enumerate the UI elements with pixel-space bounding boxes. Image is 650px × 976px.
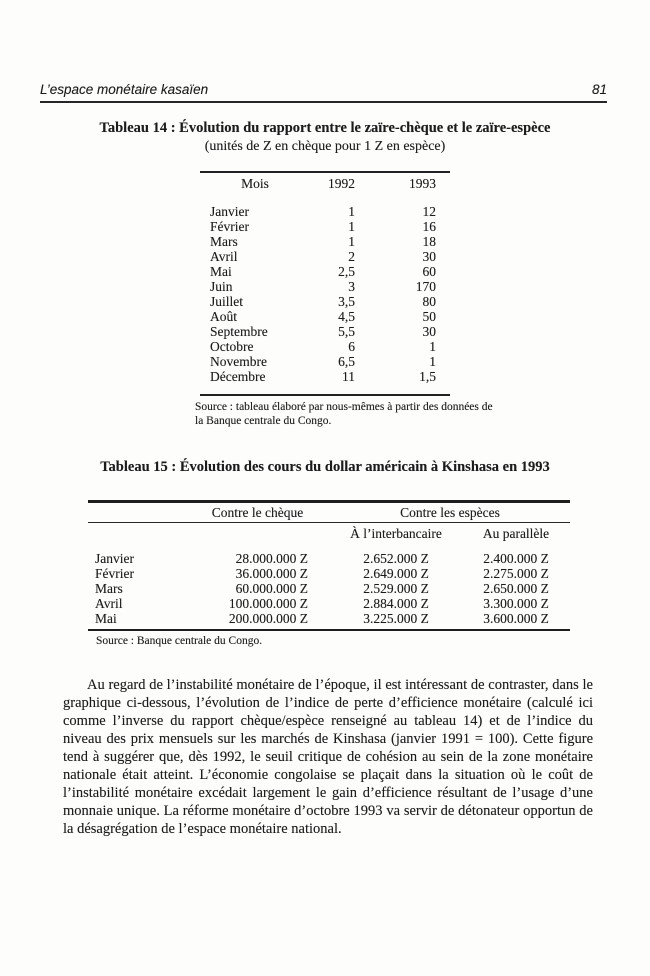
table-cell: 11	[342, 369, 355, 384]
table-cell: 60.000.000 Z	[235, 581, 308, 596]
table-cell: Janvier	[95, 551, 134, 566]
table14-subtitle: (unités de Z en chèque pour 1 Z en espèce)	[204, 139, 446, 154]
table-cell: Octobre	[210, 339, 254, 354]
table-cell: Juillet	[210, 294, 243, 309]
table-row	[200, 324, 450, 339]
table-cell: Mars	[95, 581, 123, 596]
table-cell: 2.884.000 Z	[363, 596, 429, 611]
column-header-1992: 1992	[328, 176, 355, 191]
table-cell: Mars	[210, 234, 238, 249]
table-cell: 2	[348, 249, 355, 264]
table-cell: 1	[348, 234, 355, 249]
table-cell: 200.000.000 Z	[228, 611, 308, 626]
table15-body	[88, 541, 570, 630]
table15-group-header-row	[88, 502, 570, 523]
column-header-interbancaire: À l’interbancaire	[350, 526, 442, 541]
table14-body	[200, 204, 450, 395]
table-cell: Septembre	[210, 324, 268, 339]
table-cell: Février	[210, 219, 249, 234]
table-row	[200, 264, 450, 279]
table-row	[88, 596, 570, 611]
table-cell: Mai	[95, 611, 117, 626]
table-cell: 1	[429, 339, 436, 354]
table-cell: 3,5	[338, 294, 355, 309]
table-cell: 12	[422, 204, 436, 219]
table15	[88, 500, 570, 631]
table15-source-note: Source : Banque centrale du Congo.	[96, 635, 263, 647]
table-row	[200, 294, 450, 309]
column-header-contre-les-especes: Contre les espèces	[330, 502, 570, 523]
table-row	[200, 369, 450, 395]
table-cell: Juin	[210, 279, 233, 294]
table-cell: 16	[422, 219, 436, 234]
table-cell: 2.400.000 Z	[483, 551, 549, 566]
table-cell: 18	[422, 234, 436, 249]
table-cell: 6,5	[338, 354, 355, 369]
running-header	[40, 82, 607, 103]
table-cell: 2.529.000 Z	[363, 581, 429, 596]
empty-header-cell	[88, 502, 185, 523]
table-cell: 6	[348, 339, 355, 354]
column-header-contre-le-cheque: Contre le chèque	[185, 502, 330, 523]
table-row	[88, 566, 570, 581]
body-paragraph: Au regard de l’instabilité monétaire de l’époque, il est intéressant de contraster, dans le graphique ci-dessous, l’évolution de l’indice de perte d’efficience monétaire (calculé ici comme l’inverse du rapport chèque/espèce renseigné au tableau 14) et de l’indice du niveau des prix mensuels sur les marchés de Kinshasa (janvier 1991 = 100). Cette figure tend à suggérer que, dès 1992, le seuil critique de cohésion au sein de la zone monétaire nationale était atteint. L’économie congolaise se plaçait dans la situation où le coût de l’instabilité monétaire excédait largement le gain d’efficience résultant de l’usage d’une monnaie unique. La réforme monétaire d’octobre 1993 va servir de détonateur opportun de la désagrégation de l’espace monétaire national.	[63, 676, 593, 837]
table-row	[200, 249, 450, 264]
table-cell: 36.000.000 Z	[235, 566, 308, 581]
empty-header-cell	[88, 523, 185, 542]
table-row	[200, 339, 450, 354]
table-cell: 3.300.000 Z	[483, 596, 549, 611]
table-row	[88, 541, 570, 566]
table14-source-note: Source : tableau élaboré par nous-mêmes à partir des données de la Banque centrale du Congo.	[195, 401, 493, 427]
table15-title: Tableau 15 : Évolution des cours du dollar américain à Kinshasa en 1993	[100, 459, 550, 475]
table-row	[88, 581, 570, 596]
table15-sub-header-row	[88, 523, 570, 542]
table-cell: Août	[210, 309, 237, 324]
column-header-mois: Mois	[241, 176, 269, 191]
table-cell: 80	[422, 294, 436, 309]
table-row	[200, 279, 450, 294]
column-header-1993: 1993	[409, 176, 436, 191]
table-cell: 100.000.000 Z	[228, 596, 308, 611]
table-cell: 170	[415, 279, 436, 294]
table14-header-row	[200, 172, 450, 204]
table-cell: 30	[422, 249, 436, 264]
table-cell: 3.600.000 Z	[483, 611, 549, 626]
column-header-parallele: Au parallèle	[482, 526, 550, 541]
table-cell: Avril	[95, 596, 123, 611]
table-cell: 2.649.000 Z	[363, 566, 429, 581]
table14-title: Tableau 14 : Évolution du rapport entre le zaïre-chèque et le zaïre-espèce	[99, 120, 551, 136]
table-cell: 3.225.000 Z	[363, 611, 429, 626]
table-cell: 28.000.000 Z	[235, 551, 308, 566]
page-number: 81	[591, 82, 607, 97]
table-cell: Mai	[210, 264, 232, 279]
table-cell: 4,5	[338, 309, 355, 324]
table-cell: 1	[429, 354, 436, 369]
table-cell: 2,5	[338, 264, 355, 279]
empty-header-cell	[185, 523, 330, 542]
table-cell: Avril	[210, 249, 238, 264]
table-cell: 60	[422, 264, 436, 279]
table-row	[200, 234, 450, 249]
table14	[200, 171, 450, 396]
table-cell: Janvier	[210, 204, 249, 219]
table-cell: 30	[422, 324, 436, 339]
table-cell: 1	[348, 219, 355, 234]
table-cell: 3	[348, 279, 355, 294]
table-cell: Décembre	[210, 369, 266, 384]
table-row	[200, 309, 450, 324]
table-cell: 2.275.000 Z	[483, 566, 549, 581]
table-row	[200, 219, 450, 234]
table-cell: 50	[422, 309, 436, 324]
table-cell: 1,5	[419, 369, 436, 384]
table-cell: 5,5	[338, 324, 355, 339]
table-row	[88, 611, 570, 630]
table-cell: 2.652.000 Z	[363, 551, 429, 566]
table-cell: Février	[95, 566, 134, 581]
table-cell: 2.650.000 Z	[483, 581, 549, 596]
table-row	[200, 354, 450, 369]
running-header-title: L’espace monétaire kasaïen	[40, 82, 209, 97]
table-cell: Novembre	[210, 354, 267, 369]
table-row	[200, 204, 450, 219]
table-cell: 1	[348, 204, 355, 219]
